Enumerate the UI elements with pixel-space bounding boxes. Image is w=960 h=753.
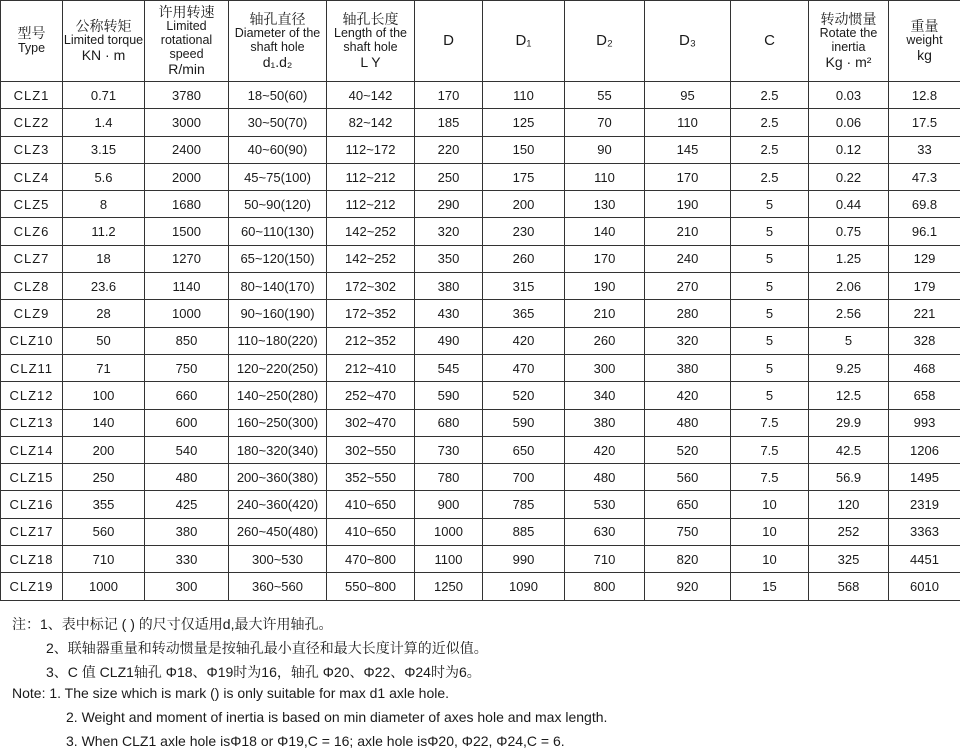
table-cell: CLZ4: [1, 163, 63, 190]
table-cell: 550~800: [327, 573, 415, 600]
table-cell: 430: [415, 300, 483, 327]
table-cell: 270: [645, 273, 731, 300]
table-cell: 480: [145, 464, 229, 491]
table-row: [1, 300, 960, 327]
table-cell: 352~550: [327, 464, 415, 491]
table-cell: 30~50(70): [229, 109, 327, 136]
table-cell: 180~320(340): [229, 436, 327, 463]
header-cell: [229, 1, 327, 82]
table-cell: 11.2: [63, 218, 145, 245]
table-cell: 410~650: [327, 518, 415, 545]
table-cell: 700: [483, 464, 565, 491]
table-row: [1, 163, 960, 190]
table-cell: 17.5: [889, 109, 960, 136]
table-cell: 750: [645, 518, 731, 545]
table-cell: 240: [645, 245, 731, 272]
table-cell: 18~50(60): [229, 82, 327, 109]
table-cell: 650: [645, 491, 731, 518]
table-cell: 71: [63, 354, 145, 381]
table-cell: 252~470: [327, 382, 415, 409]
table-cell: 96.1: [889, 218, 960, 245]
table-cell: 110: [565, 163, 645, 190]
table-cell: 29.9: [809, 409, 889, 436]
table-cell: 468: [889, 354, 960, 381]
table-row: [1, 573, 960, 600]
table-cell: 5: [731, 354, 809, 381]
table-cell: CLZ5: [1, 191, 63, 218]
table-cell: 380: [565, 409, 645, 436]
table-cell: 3000: [145, 109, 229, 136]
table-cell: 568: [809, 573, 889, 600]
note-en-3: 3. When CLZ1 axle hole isΦ18 or Φ19,C = 16; axle hole isΦ20, Φ22, Φ24,C = 6.: [66, 733, 565, 749]
table-cell: 785: [483, 491, 565, 518]
header-unit: D₃: [679, 32, 696, 50]
table-cell: 1.4: [63, 109, 145, 136]
table-cell: 380: [145, 518, 229, 545]
table-cell: 1140: [145, 273, 229, 300]
table-cell: 100: [63, 382, 145, 409]
header-unit: R/min: [168, 60, 205, 77]
table-cell: 710: [63, 546, 145, 573]
table-cell: 45~75(100): [229, 163, 327, 190]
table-cell: 70: [565, 109, 645, 136]
note-zh-1: 注：1、表中标记 ( ) 的尺寸仅适用d,最大许用轴孔。: [12, 616, 333, 632]
table-cell: 340: [565, 382, 645, 409]
table-cell: CLZ1: [1, 82, 63, 109]
header-unit: kg: [917, 46, 932, 63]
table-cell: 1680: [145, 191, 229, 218]
table-cell: 300: [145, 573, 229, 600]
table-cell: 300~530: [229, 546, 327, 573]
header-en: Diameter of the shaft hole: [234, 26, 321, 54]
note-en-1: Note: 1. The size which is mark () is only suitable for max d1 axle hole.: [12, 685, 450, 701]
table-cell: 328: [889, 327, 960, 354]
table-cell: 10: [731, 518, 809, 545]
table-cell: 325: [809, 546, 889, 573]
header-unit: KN · m: [81, 46, 126, 63]
header-unit: C: [764, 32, 775, 50]
table-cell: 65~120(150): [229, 245, 327, 272]
table-cell: 10: [731, 491, 809, 518]
header-zh: 转动惯量: [820, 10, 877, 27]
table-cell: 221: [889, 300, 960, 327]
header-zh: 轴孔直径: [249, 10, 306, 27]
table-cell: CLZ14: [1, 436, 63, 463]
table-cell: 1250: [415, 573, 483, 600]
table-row: [1, 354, 960, 381]
table-cell: 56.9: [809, 464, 889, 491]
table-cell: 82~142: [327, 109, 415, 136]
table-cell: 120: [809, 491, 889, 518]
table-cell: CLZ16: [1, 491, 63, 518]
table-cell: 320: [415, 218, 483, 245]
header-cell: [809, 1, 889, 82]
table-cell: 2000: [145, 163, 229, 190]
table-cell: 170: [415, 82, 483, 109]
table-cell: 380: [415, 273, 483, 300]
table-cell: 730: [415, 436, 483, 463]
table-cell: 780: [415, 464, 483, 491]
table-cell: CLZ9: [1, 300, 63, 327]
table-cell: CLZ8: [1, 273, 63, 300]
table-cell: 110~180(220): [229, 327, 327, 354]
table-cell: 360~560: [229, 573, 327, 600]
table-cell: 490: [415, 327, 483, 354]
table-cell: 710: [565, 546, 645, 573]
table-cell: 9.25: [809, 354, 889, 381]
table-cell: 320: [645, 327, 731, 354]
table-cell: 480: [645, 409, 731, 436]
table-cell: 410~650: [327, 491, 415, 518]
table-cell: 140: [63, 409, 145, 436]
table-cell: 47.3: [889, 163, 960, 190]
table-cell: 250: [63, 464, 145, 491]
table-cell: 2319: [889, 491, 960, 518]
table-cell: 50~90(120): [229, 191, 327, 218]
table-cell: 172~302: [327, 273, 415, 300]
table-cell: 5: [731, 327, 809, 354]
header-cell: [63, 1, 145, 82]
table-cell: 3.15: [63, 136, 145, 163]
table-row: [1, 327, 960, 354]
table-cell: CLZ10: [1, 327, 63, 354]
table-cell: 1206: [889, 436, 960, 463]
table-cell: 112~172: [327, 136, 415, 163]
note-zh-3: 3、C 值 CLZ1轴孔 Φ18、Φ19时为16，轴孔 Φ20、Φ22、Φ24时为6。: [46, 664, 481, 680]
table-row: [1, 409, 960, 436]
table-cell: 470~800: [327, 546, 415, 573]
table-cell: 142~252: [327, 245, 415, 272]
header-zh: 型号: [17, 25, 46, 42]
table-cell: 750: [145, 354, 229, 381]
table-cell: 12.5: [809, 382, 889, 409]
table-cell: 150: [483, 136, 565, 163]
table-cell: 365: [483, 300, 565, 327]
table-cell: 420: [645, 382, 731, 409]
table-cell: 280: [645, 300, 731, 327]
table-cell: CLZ3: [1, 136, 63, 163]
table-cell: 425: [145, 491, 229, 518]
table-cell: 6010: [889, 573, 960, 600]
table-cell: 590: [483, 409, 565, 436]
table-cell: 90: [565, 136, 645, 163]
table-cell: 23.6: [63, 273, 145, 300]
table-cell: 900: [415, 491, 483, 518]
table-cell: 140: [565, 218, 645, 245]
table-cell: 0.22: [809, 163, 889, 190]
table-row: [1, 109, 960, 136]
note-zh-2: 2、联轴器重量和转动惯量是按轴孔最小直径和最大长度计算的近似值。: [46, 640, 488, 656]
header-unit: D₂: [596, 32, 613, 50]
table-cell: 660: [145, 382, 229, 409]
table-cell: 1000: [145, 300, 229, 327]
table-cell: 210: [565, 300, 645, 327]
table-cell: 179: [889, 273, 960, 300]
header-unit: L Y: [360, 53, 381, 70]
table-cell: 190: [645, 191, 731, 218]
table-cell: 230: [483, 218, 565, 245]
table-cell: 2.5: [731, 109, 809, 136]
table-cell: 112~212: [327, 163, 415, 190]
table-row: [1, 546, 960, 573]
table-cell: 90~160(190): [229, 300, 327, 327]
header-cell: [1, 1, 63, 82]
table-cell: 140~250(280): [229, 382, 327, 409]
header-unit: Kg · m²: [825, 53, 872, 70]
table-cell: CLZ18: [1, 546, 63, 573]
table-cell: 200~360(380): [229, 464, 327, 491]
table-cell: 680: [415, 409, 483, 436]
table-cell: 0.06: [809, 109, 889, 136]
header-zh: 公称转矩: [75, 17, 132, 34]
table-cell: CLZ12: [1, 382, 63, 409]
table-cell: 993: [889, 409, 960, 436]
header-unit: d₁.d₂: [262, 53, 293, 70]
table-cell: 8: [63, 191, 145, 218]
table-row: [1, 382, 960, 409]
header-cell: [145, 1, 229, 82]
table-cell: 7.5: [731, 409, 809, 436]
table-cell: 350: [415, 245, 483, 272]
table-row: [1, 82, 960, 109]
table-cell: 380: [645, 354, 731, 381]
table-cell: 545: [415, 354, 483, 381]
table-cell: 420: [483, 327, 565, 354]
table-row: [1, 464, 960, 491]
header-en: Length of the shaft hole: [334, 26, 407, 54]
table-cell: CLZ15: [1, 464, 63, 491]
table-cell: 2.5: [731, 163, 809, 190]
table-row: [1, 245, 960, 272]
table-cell: 200: [63, 436, 145, 463]
table-cell: 1090: [483, 573, 565, 600]
table-cell: 885: [483, 518, 565, 545]
header-unit: D: [443, 32, 454, 50]
header-cell: [565, 1, 645, 82]
table-row: [1, 136, 960, 163]
header-unit: D₁: [515, 32, 532, 50]
table-cell: 520: [645, 436, 731, 463]
table-cell: 28: [63, 300, 145, 327]
table-cell: CLZ6: [1, 218, 63, 245]
table-cell: 920: [645, 573, 731, 600]
table-cell: 69.8: [889, 191, 960, 218]
table-cell: CLZ11: [1, 354, 63, 381]
table-cell: 250: [415, 163, 483, 190]
table-row: [1, 436, 960, 463]
table-cell: 1500: [145, 218, 229, 245]
table-cell: 530: [565, 491, 645, 518]
table-cell: 95: [645, 82, 731, 109]
table-cell: 300: [565, 354, 645, 381]
table-cell: CLZ13: [1, 409, 63, 436]
table-cell: 212~410: [327, 354, 415, 381]
table-cell: 650: [483, 436, 565, 463]
table-cell: 170: [565, 245, 645, 272]
table-cell: 800: [565, 573, 645, 600]
table-cell: 33: [889, 136, 960, 163]
table-cell: 420: [565, 436, 645, 463]
table-row: [1, 191, 960, 218]
table-cell: 1000: [415, 518, 483, 545]
table-cell: 160~250(300): [229, 409, 327, 436]
table-cell: 302~550: [327, 436, 415, 463]
table-cell: 210: [645, 218, 731, 245]
table-cell: 10: [731, 546, 809, 573]
table-cell: 252: [809, 518, 889, 545]
table-cell: 2.06: [809, 273, 889, 300]
table-cell: 302~470: [327, 409, 415, 436]
table-cell: 220: [415, 136, 483, 163]
table-cell: 212~352: [327, 327, 415, 354]
table-cell: 12.8: [889, 82, 960, 109]
table-cell: CLZ17: [1, 518, 63, 545]
table-cell: 990: [483, 546, 565, 573]
table-cell: 2.5: [731, 82, 809, 109]
table-cell: 260~450(480): [229, 518, 327, 545]
table-cell: 5.6: [63, 163, 145, 190]
table-cell: 5: [731, 218, 809, 245]
table-cell: 240~360(420): [229, 491, 327, 518]
header-cell: [731, 1, 809, 82]
table-cell: 290: [415, 191, 483, 218]
table-row: [1, 518, 960, 545]
table-cell: 1270: [145, 245, 229, 272]
table-cell: 5: [731, 273, 809, 300]
table-cell: 142~252: [327, 218, 415, 245]
header-en: Limited torque: [63, 33, 144, 48]
table-cell: 55: [565, 82, 645, 109]
header-en: weight: [906, 33, 943, 48]
table-cell: 1000: [63, 573, 145, 600]
table-cell: 560: [63, 518, 145, 545]
header-cell: [415, 1, 483, 82]
table-cell: CLZ19: [1, 573, 63, 600]
table-cell: 3780: [145, 82, 229, 109]
header-zh: 重量: [910, 17, 939, 34]
table-cell: 260: [565, 327, 645, 354]
table-cell: 470: [483, 354, 565, 381]
table-cell: 190: [565, 273, 645, 300]
header-cell: [327, 1, 415, 82]
table-cell: 125: [483, 109, 565, 136]
header-en: Rotate the inertia: [819, 26, 878, 54]
table-cell: 40~142: [327, 82, 415, 109]
table-cell: 5: [731, 191, 809, 218]
table-cell: 42.5: [809, 436, 889, 463]
table-cell: 2.5: [731, 136, 809, 163]
table-cell: 185: [415, 109, 483, 136]
header-cell: [645, 1, 731, 82]
table-cell: 520: [483, 382, 565, 409]
table-cell: 172~352: [327, 300, 415, 327]
table-cell: 0.75: [809, 218, 889, 245]
table-cell: 658: [889, 382, 960, 409]
table-cell: 480: [565, 464, 645, 491]
table-cell: 2400: [145, 136, 229, 163]
table-cell: 145: [645, 136, 731, 163]
table-cell: 600: [145, 409, 229, 436]
table-cell: 260: [483, 245, 565, 272]
table-cell: 560: [645, 464, 731, 491]
table-cell: 315: [483, 273, 565, 300]
table-cell: 1.25: [809, 245, 889, 272]
table-cell: 0.03: [809, 82, 889, 109]
table-cell: 4451: [889, 546, 960, 573]
table-cell: CLZ2: [1, 109, 63, 136]
table-cell: 850: [145, 327, 229, 354]
table-cell: 820: [645, 546, 731, 573]
table-cell: 330: [145, 546, 229, 573]
table-cell: 15: [731, 573, 809, 600]
table-cell: 5: [809, 327, 889, 354]
table-cell: 590: [415, 382, 483, 409]
header-row: [1, 1, 960, 82]
table-cell: 0.12: [809, 136, 889, 163]
table-cell: 110: [483, 82, 565, 109]
table-row: [1, 273, 960, 300]
table-cell: 175: [483, 163, 565, 190]
table-cell: 40~60(90): [229, 136, 327, 163]
header-zh: 轴孔长度: [342, 10, 399, 27]
table-cell: 50: [63, 327, 145, 354]
table-cell: 112~212: [327, 191, 415, 218]
note-en-2: 2. Weight and moment of inertia is based on min diameter of axes hole and max length.: [66, 709, 608, 725]
table-cell: CLZ7: [1, 245, 63, 272]
table-cell: 630: [565, 518, 645, 545]
table-body: [1, 82, 960, 601]
table-cell: 540: [145, 436, 229, 463]
table-cell: 1100: [415, 546, 483, 573]
table-cell: 110: [645, 109, 731, 136]
table-cell: 80~140(170): [229, 273, 327, 300]
table-cell: 0.44: [809, 191, 889, 218]
table-cell: 170: [645, 163, 731, 190]
table-cell: 7.5: [731, 464, 809, 491]
header-zh: 许用转速: [158, 3, 215, 20]
table-header: [1, 1, 960, 82]
table-row: [1, 491, 960, 518]
table-cell: 5: [731, 300, 809, 327]
table-cell: 60~110(130): [229, 218, 327, 245]
table-cell: 1495: [889, 464, 960, 491]
table-cell: 355: [63, 491, 145, 518]
table-cell: 3363: [889, 518, 960, 545]
table-cell: 2.56: [809, 300, 889, 327]
header-en: Type: [17, 40, 46, 55]
table-cell: 18: [63, 245, 145, 272]
table-cell: 0.71: [63, 82, 145, 109]
table-cell: 129: [889, 245, 960, 272]
header-en: Limited rotational speed: [160, 19, 213, 61]
table-cell: 130: [565, 191, 645, 218]
header-cell: [483, 1, 565, 82]
table-cell: 200: [483, 191, 565, 218]
table-cell: 5: [731, 245, 809, 272]
header-cell: [889, 1, 960, 82]
table-cell: 120~220(250): [229, 354, 327, 381]
table-cell: 5: [731, 382, 809, 409]
table-row: [1, 218, 960, 245]
table-cell: 7.5: [731, 436, 809, 463]
